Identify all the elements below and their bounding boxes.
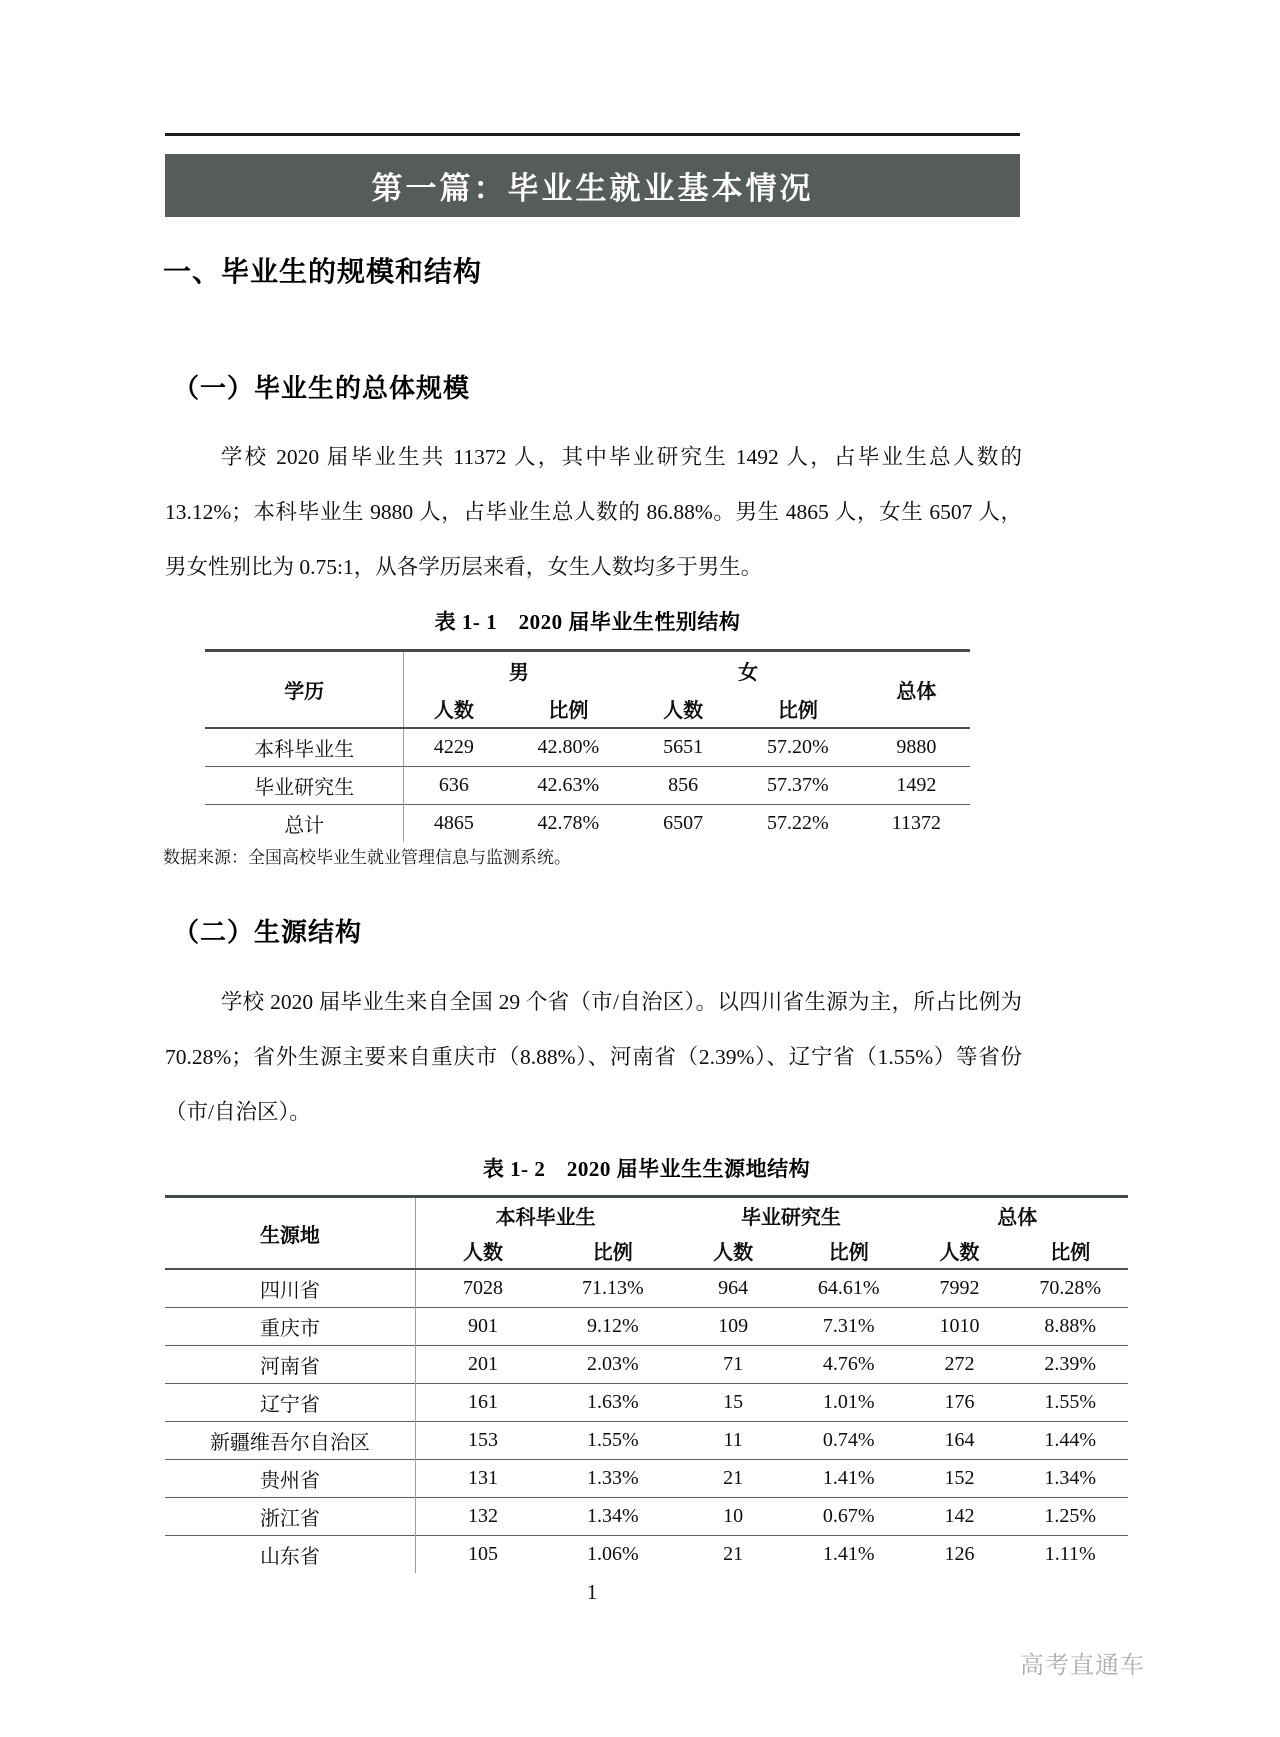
undergrad-count: 161 <box>468 1391 499 1413</box>
region-label: 重庆市 <box>165 1308 415 1346</box>
total-ratio: 1.34% <box>1044 1467 1097 1489</box>
table-gender-structure <box>205 649 970 842</box>
table-row <box>165 1422 1128 1460</box>
table-row <box>165 1308 1128 1346</box>
region-label: 浙江省 <box>165 1498 415 1536</box>
table-row <box>165 1498 1128 1536</box>
paragraph-overall-scale: 学校 2020 届毕业生共 11372 人，其中毕业研究生 1492 人，占毕业生总人数的 13.12%；本科毕业生 9880 人，占毕业生总人数的 86.88%。男生 4865 人，女生 6507 人，男女性别比为 0.75:1，从各学历层来看，女生人数均多于男生。 <box>165 445 1022 579</box>
total-count: 152 <box>944 1467 975 1489</box>
grad-ratio: 0.67% <box>822 1505 875 1527</box>
total-count: 7992 <box>939 1277 980 1299</box>
region-label: 新疆维吾尔自治区 <box>165 1422 415 1460</box>
table-origin-structure <box>165 1195 1128 1573</box>
total-ratio: 1.11% <box>1044 1543 1096 1565</box>
undergrad-count: 105 <box>468 1543 499 1565</box>
table-row <box>165 1536 1128 1574</box>
page-number: 1 <box>586 1580 598 1604</box>
female-ratio: 57.37% <box>767 774 829 796</box>
total-count: 164 <box>944 1429 975 1451</box>
total-ratio: 2.39% <box>1044 1353 1097 1375</box>
undergrad-count: 132 <box>468 1505 499 1527</box>
grad-count: 10 <box>723 1505 744 1527</box>
table1-female-ratio-header: 比例 <box>777 699 818 722</box>
female-count: 5651 <box>663 736 704 758</box>
undergrad-count: 201 <box>468 1353 499 1375</box>
undergrad-count: 7028 <box>463 1277 504 1299</box>
total-count-header: 人数 <box>939 1241 980 1264</box>
undergrad-ratio: 1.63% <box>586 1391 639 1413</box>
grad-count: 11 <box>723 1429 743 1451</box>
region-label: 山东省 <box>165 1536 415 1574</box>
female-ratio: 57.20% <box>767 736 829 758</box>
subsection-heading-origin-structure: （二）生源结构 <box>173 917 363 947</box>
total-ratio-header: 比例 <box>1050 1241 1091 1264</box>
table1-group-male: 男 <box>508 662 529 684</box>
subsection-heading-overall-scale: （一）毕业生的总体规模 <box>173 373 471 403</box>
total-count: 142 <box>944 1505 975 1527</box>
table2-col-region: 生源地 <box>165 1197 415 1270</box>
total-count: 1010 <box>939 1315 980 1337</box>
region-label: 四川省 <box>165 1269 415 1308</box>
table-row <box>165 1384 1128 1422</box>
table1-col-total: 总体 <box>896 681 937 703</box>
undergrad-ratio: 71.13% <box>581 1277 644 1299</box>
grad-ratio-header: 比例 <box>828 1241 869 1264</box>
male-ratio: 42.63% <box>537 774 600 796</box>
male-count: 636 <box>438 774 469 796</box>
table1-col-education: 学历 <box>205 651 404 729</box>
undergrad-count: 901 <box>468 1315 499 1337</box>
total-ratio: 1.25% <box>1044 1505 1097 1527</box>
table1-header <box>205 651 970 729</box>
total-count: 176 <box>944 1391 975 1413</box>
undergrad-ratio: 9.12% <box>586 1315 639 1337</box>
grad-ratio: 1.01% <box>822 1391 875 1413</box>
table-row <box>205 767 970 805</box>
undergrad-ratio: 1.33% <box>586 1467 639 1489</box>
section-heading-scale-structure: 一、毕业生的规模和结构 <box>163 256 483 287</box>
chapter-title: 第一篇：毕业生就业基本情况 <box>371 171 814 206</box>
undergrad-count: 131 <box>468 1467 499 1489</box>
undergrad-count: 153 <box>468 1429 499 1451</box>
watermark: 高考直通车 <box>1020 1652 1145 1679</box>
male-ratio: 42.80% <box>537 736 600 758</box>
male-count: 4229 <box>433 736 474 758</box>
grad-ratio: 4.76% <box>822 1353 875 1375</box>
grad-ratio: 0.74% <box>822 1429 875 1451</box>
undergrad-count-header: 人数 <box>463 1241 504 1264</box>
table2-header <box>165 1197 1128 1270</box>
top-rule <box>165 133 1020 136</box>
table2-title: 表 1- 2 2020 届毕业生生源地结构 <box>482 1157 811 1181</box>
female-count: 856 <box>668 774 699 796</box>
grad-count: 21 <box>723 1543 744 1565</box>
table2-header-groups <box>165 1197 1128 1233</box>
total-ratio: 70.28% <box>1039 1277 1102 1299</box>
paragraph-origin-structure: 学校 2020 届毕业生来自全国 29 个省（市/自治区）。以四川省生源为主，所占比例为 70.28%；省外生源主要来自重庆市（8.88%）、河南省（2.39%）、辽宁省（1.55%）等省份（市/自治区）。 <box>165 990 1022 1124</box>
table-row <box>165 1346 1128 1384</box>
table-row <box>205 728 970 767</box>
grad-ratio: 1.41% <box>822 1543 875 1565</box>
female-ratio: 57.22% <box>767 812 829 834</box>
grad-count-header: 人数 <box>713 1241 754 1264</box>
grad-ratio: 1.41% <box>822 1467 875 1489</box>
grad-count: 21 <box>723 1467 744 1489</box>
total-count: 1492 <box>896 774 937 796</box>
table1-female-count-header: 人数 <box>663 699 704 722</box>
table2-group-undergrad: 本科毕业生 <box>495 1206 596 1229</box>
grad-count: 71 <box>723 1353 744 1375</box>
female-count: 6507 <box>663 812 704 834</box>
region-label: 贵州省 <box>165 1460 415 1498</box>
table-row <box>165 1460 1128 1498</box>
table2-group-grad: 毕业研究生 <box>740 1206 841 1229</box>
male-count: 4865 <box>433 812 474 834</box>
row-label: 总计 <box>205 805 404 843</box>
undergrad-ratio-header: 比例 <box>592 1241 633 1264</box>
total-count: 272 <box>944 1353 975 1375</box>
region-label: 辽宁省 <box>165 1384 415 1422</box>
grad-ratio: 7.31% <box>822 1315 875 1337</box>
chapter-banner <box>165 154 1020 217</box>
region-label: 河南省 <box>165 1346 415 1384</box>
undergrad-ratio: 2.03% <box>586 1353 639 1375</box>
total-ratio: 1.44% <box>1044 1429 1097 1451</box>
table-row <box>205 805 970 843</box>
table-row <box>165 1269 1128 1308</box>
grad-count: 109 <box>718 1315 749 1337</box>
grad-ratio: 64.61% <box>817 1277 880 1299</box>
table1-title: 表 1- 1 2020 届毕业生性别结构 <box>434 610 741 634</box>
total-ratio: 8.88% <box>1044 1315 1097 1337</box>
undergrad-ratio: 1.06% <box>586 1543 639 1565</box>
data-source-note: 数据来源：全国高校毕业生就业管理信息与监测系统。 <box>163 848 571 867</box>
row-label: 毕业研究生 <box>205 767 404 805</box>
grad-count: 964 <box>718 1277 749 1299</box>
total-count: 11372 <box>891 812 942 834</box>
table2-group-total: 总体 <box>997 1206 1038 1229</box>
undergrad-ratio: 1.34% <box>586 1505 639 1527</box>
male-ratio: 42.78% <box>537 812 600 834</box>
table1-header-groups <box>205 651 970 690</box>
row-label: 本科毕业生 <box>205 728 404 767</box>
table1-male-count-header: 人数 <box>433 699 474 722</box>
undergrad-ratio: 1.55% <box>586 1429 639 1451</box>
total-count: 9880 <box>896 736 937 758</box>
table1-male-ratio-header: 比例 <box>548 699 589 722</box>
grad-count: 15 <box>723 1391 744 1413</box>
total-ratio: 1.55% <box>1044 1391 1097 1413</box>
table1-group-female: 女 <box>738 662 759 684</box>
total-count: 126 <box>944 1543 975 1565</box>
